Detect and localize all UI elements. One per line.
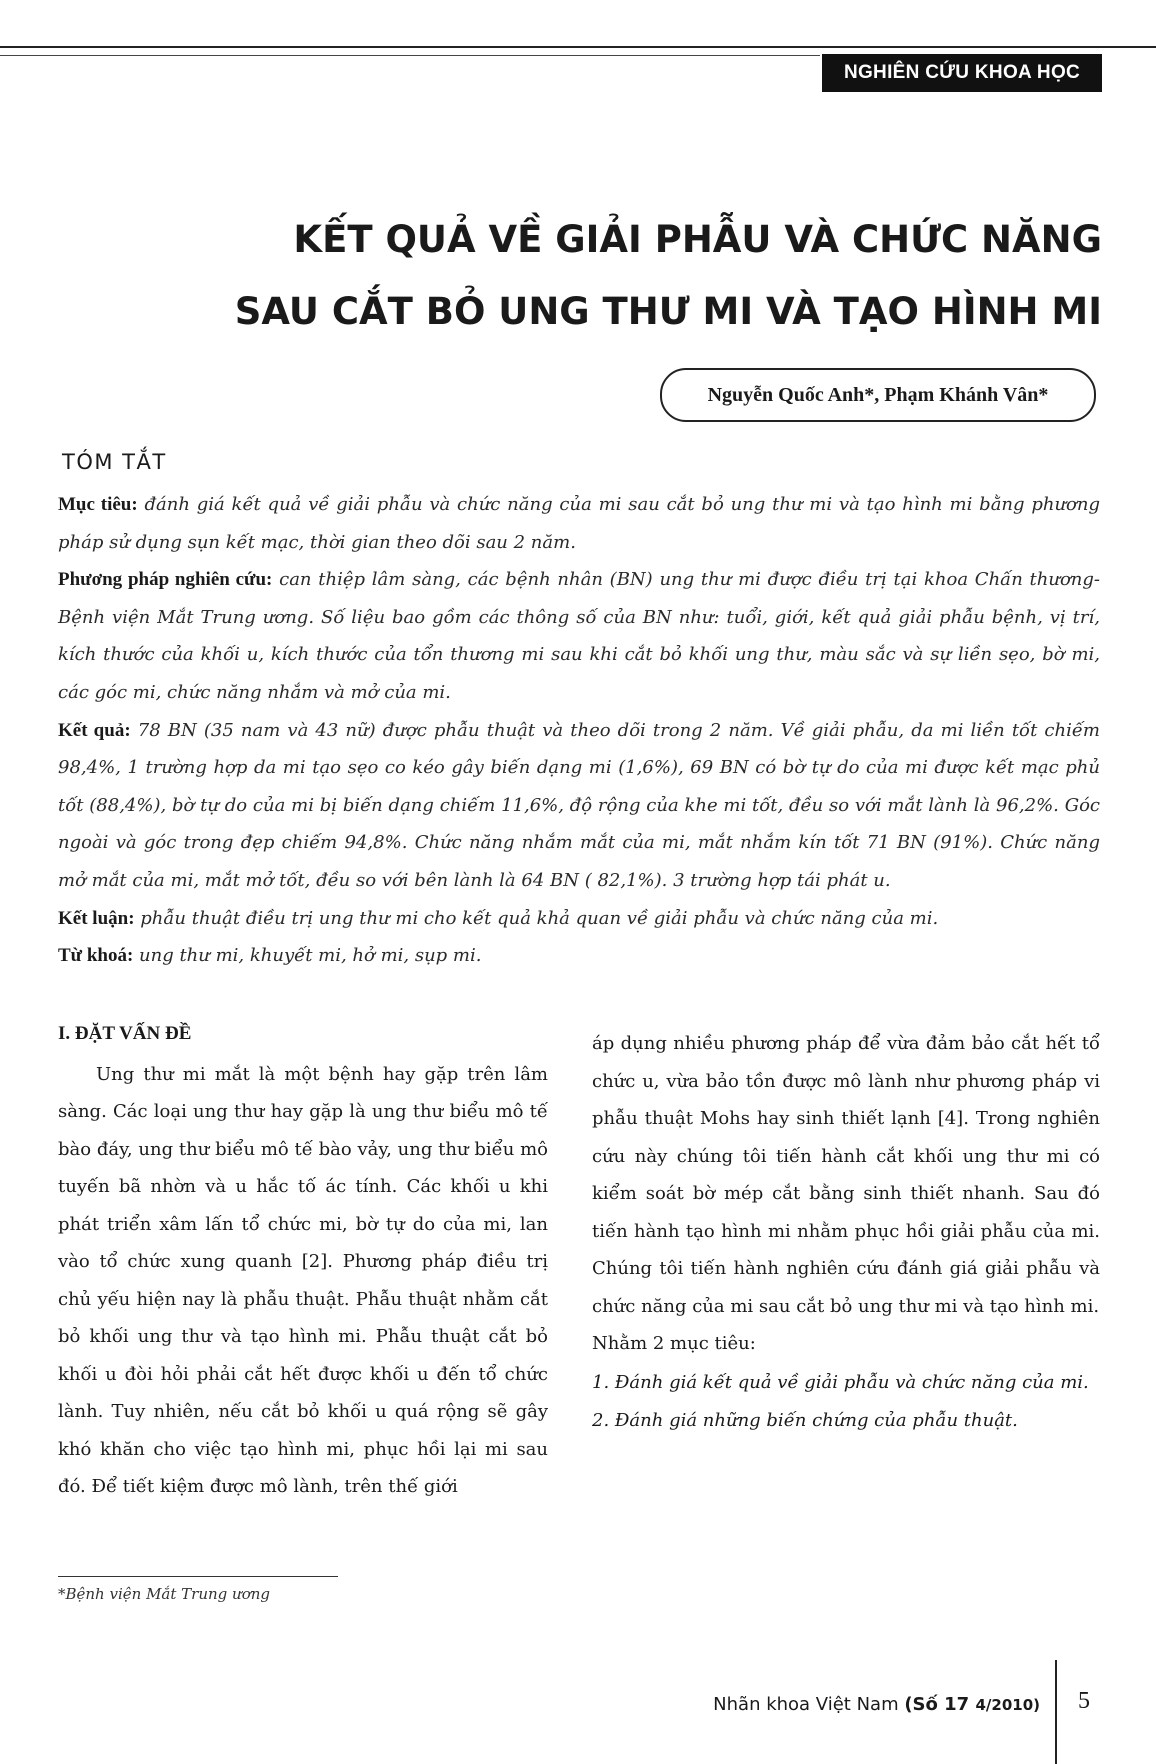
objective-text: đánh giá kết quả về giải phẫu và chức năng của mi sau cắt bỏ ung thư mi và tạo hình mi bằng phương pháp sử dụng sụn kết mạc, thời gian theo dõi sau 2 năm.	[58, 494, 1100, 553]
footnote: *Bệnh viện Mắt Trung ương	[58, 1585, 270, 1603]
title-line-2: SAU CẮT BỎ UNG THƯ MI VÀ TẠO HÌNH MI	[234, 290, 1102, 333]
left-column	[58, 1015, 548, 1506]
right-column	[592, 1025, 1100, 1440]
issue-number: (Số 17	[904, 1694, 976, 1715]
abstract-heading: TÓM TẮT	[62, 450, 167, 474]
top-rule	[0, 46, 1156, 48]
footnote-rule	[58, 1576, 338, 1577]
abstract-objective	[58, 486, 1100, 561]
article-title	[180, 204, 1102, 348]
page-number-rule	[1055, 1660, 1057, 1764]
objectives-intro: Nhằm 2 mục tiêu:	[592, 1333, 756, 1354]
conclusion-text: phẫu thuật điều trị ung thư mi cho kết quả khả quan về giải phẫu và chức năng của mi.	[134, 907, 939, 929]
title-line-1: KẾT QUẢ VỀ GIẢI PHẪU VÀ CHỨC NĂNG	[293, 218, 1102, 261]
issue-date: 4/2010)	[975, 1696, 1040, 1714]
keywords-text: ung thư mi, khuyết mi, hở mi, sụp mi.	[133, 945, 482, 967]
objective-label: Mục tiêu:	[58, 494, 138, 515]
objective-1: 1. Đánh giá kết quả về giải phẫu và chức năng của mi.	[592, 1371, 1089, 1393]
objective-2: 2. Đánh giá những biến chứng của phẫu thuật.	[592, 1410, 1018, 1431]
section-badge: NGHIÊN CỨU KHOA HỌC	[822, 54, 1102, 92]
abstract-keywords	[58, 937, 1100, 975]
abstract-conclusion	[58, 900, 1100, 938]
methods-label: Phương pháp nghiên cứu:	[58, 569, 273, 591]
page-number: 5	[1078, 1688, 1090, 1714]
top-rule-thin	[0, 55, 820, 56]
journal-name: Nhãn khoa Việt Nam	[713, 1694, 905, 1715]
abstract	[58, 486, 1100, 975]
keywords-label: Từ khoá:	[58, 945, 134, 967]
methods-text: can thiệp lâm sàng, các bệnh nhân (BN) ung thư mi được điều trị tại khoa Chấn thương- Bệnh viện Mắt Trung ương. Số liệu bao gồm các thông số của BN như: tuổi, giới, kết quả giải phẫu bệnh, vị trí, kích thước của khối u, kích thước của tổn thương mi sau khi cắt bỏ khối ung thư, màu sắc và sự liền sẹo, bờ mi, các góc mi, chức năng nhắm và mở của mi.	[58, 569, 1100, 703]
right-column-text: áp dụng nhiều phương pháp để vừa đảm bảo cắt hết tổ chức u, vừa bảo tồn được mô lành như phương pháp vi phẫu thuật Mohs hay sinh thiết lạnh [4]. Trong nghiên cứu này chúng tôi tiến hành cắt khối ung thư mi có kiểm soát bờ mép cắt bằng sinh thiết nhanh. Sau đó tiến hành tạo hình mi nhằm phục hồi giải phẫu của mi. Chúng tôi tiến hành nghiên cứu đánh giá giải phẫu và chức năng của mi sau cắt bỏ ung thư mi và tạo hình mi.	[592, 1033, 1100, 1317]
conclusion-label: Kết luận:	[58, 907, 135, 929]
left-column-text: Ung thư mi mắt là một bệnh hay gặp trên lâm sàng. Các loại ung thư hay gặp là ung thư biểu mô tế bào đáy, ung thư biểu mô tế bào vảy, ung thư biểu mô tuyến bã nhờn và u hắc tố ác tính. Các khối u khi phát triển xâm lấn tổ chức mi, bờ tự do của mi, lan vào tổ chức xung quanh [2]. Phương pháp điều trị chủ yếu hiện nay là phẫu thuật. Phẫu thuật nhằm cắt bỏ khối ung thư và tạo hình mi. Phẫu thuật cắt bỏ khối u đòi hỏi phải cắt hết được khối u đến tổ chức lành. Tuy nhiên, nếu cắt bỏ khối u quá rộng sẽ gây khó khăn cho việc tạo hình mi, phục hồi lại mi sau đó. Để tiết kiệm được mô lành, trên thế giới	[58, 1063, 548, 1497]
authors-box: Nguyễn Quốc Anh*, Phạm Khánh Vân*	[660, 368, 1096, 422]
results-label: Kết quả:	[58, 719, 131, 741]
journal-issue	[904, 1694, 1040, 1715]
abstract-results	[58, 712, 1100, 900]
journal-footer	[670, 1694, 1040, 1715]
section-heading: I. ĐẶT VẤN ĐỀ	[58, 1023, 192, 1044]
abstract-methods	[58, 561, 1100, 711]
results-text: 78 BN (35 nam và 43 nữ) được phẫu thuật và theo dõi trong 2 năm. Về giải phẫu, da mi liền tốt chiếm 98,4%, 1 trường hợp da mi tạo sẹo co kéo gây biến dạng mi (1,6%), 69 BN có bờ tự do của mi được kết mạc phủ tốt (88,4%), bờ tự do của mi bị biến dạng chiếm 11,6%, độ rộng của khe mi tốt, đều so với mắt lành là 96,2%. Góc ngoài và góc trong đẹp chiếm 94,8%. Chức năng nhắm mắt của mi, mắt nhắm kín tốt 71 BN (91%). Chức năng mở mắt của mi, mắt mở tốt, đều so với bên lành là 64 BN ( 82,1%). 3 trường hợp tái phát u.	[58, 719, 1100, 891]
